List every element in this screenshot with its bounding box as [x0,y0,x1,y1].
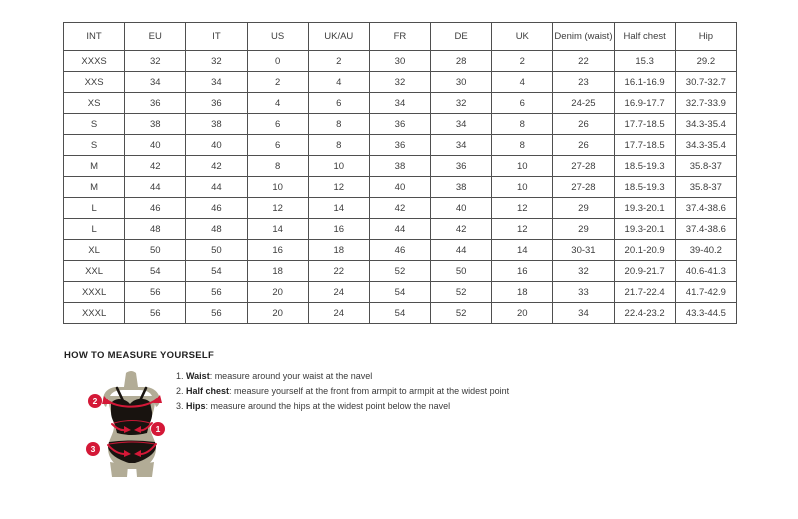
table-row [64,135,737,156]
table-cell: 30-31 [553,240,614,261]
table-cell: 38 [186,114,247,135]
table-cell: 34 [125,72,186,93]
table-cell: 4 [308,72,369,93]
table-row [64,72,737,93]
table-cell: 6 [308,93,369,114]
table-cell: 14 [247,219,308,240]
table-cell: 26 [553,114,614,135]
table-cell: 12 [492,219,553,240]
table-cell: 8 [492,114,553,135]
table-header-cell: UK [492,23,553,51]
table-cell: 44 [125,177,186,198]
table-cell: 6 [247,114,308,135]
table-row [64,219,737,240]
table-header-row [64,23,737,51]
table-header-cell: US [247,23,308,51]
table-cell: 34 [431,135,492,156]
table-cell: 22 [308,261,369,282]
table-cell: XS [64,93,125,114]
table-cell: 8 [308,135,369,156]
step-label: Waist [186,371,210,381]
table-cell: 24 [308,282,369,303]
table-cell: 33 [553,282,614,303]
table-cell: 16.1-16.9 [614,72,675,93]
table-cell: 15.3 [614,51,675,72]
step-number: 3. [176,401,187,411]
table-cell: 50 [186,240,247,261]
table-cell: 12 [308,177,369,198]
table-cell: 54 [369,303,430,324]
table-row [64,303,737,324]
table-cell: 52 [431,282,492,303]
table-cell: 28 [431,51,492,72]
table-header-cell: Half chest [614,23,675,51]
table-cell: 56 [125,282,186,303]
table-cell: XL [64,240,125,261]
table-row [64,177,737,198]
table-cell: 54 [125,261,186,282]
table-cell: 30 [369,51,430,72]
table-cell: 10 [492,156,553,177]
step-text: : measure around the hips at the widest point below the navel [205,401,451,411]
table-cell: 18.5-19.3 [614,177,675,198]
table-cell: 10 [247,177,308,198]
table-cell: 40 [186,135,247,156]
table-cell: 44 [186,177,247,198]
mannequin-neck [124,371,138,387]
table-cell: 36 [186,93,247,114]
half-chest-marker-number: 2 [92,396,98,406]
measure-step [176,384,509,399]
table-cell: XXL [64,261,125,282]
table-cell: 42 [125,156,186,177]
table-cell: 40 [431,198,492,219]
table-cell: 32 [431,93,492,114]
table-cell: 20.9-21.7 [614,261,675,282]
table-cell: 19.3-20.1 [614,219,675,240]
table-cell: 4 [492,72,553,93]
table-cell: M [64,177,125,198]
table-cell: 36 [369,135,430,156]
table-cell: 36 [431,156,492,177]
step-text: : measure yourself at the front from armpit to armpit at the widest point [229,386,510,396]
table-cell: 16 [492,261,553,282]
table-header-cell: Hip [675,23,736,51]
table-cell: L [64,219,125,240]
table-row [64,240,737,261]
table-cell: 22.4-23.2 [614,303,675,324]
table-header-cell: IT [186,23,247,51]
table-cell: 37.4-38.6 [675,198,736,219]
table-cell: 21.7-22.4 [614,282,675,303]
table-cell: 52 [369,261,430,282]
table-cell: 8 [492,135,553,156]
table-cell: 40.6-41.3 [675,261,736,282]
table-cell: 14 [492,240,553,261]
table-cell: 8 [247,156,308,177]
table-cell: 30.7-32.7 [675,72,736,93]
table-row [64,114,737,135]
table-cell: 46 [186,198,247,219]
table-cell: 12 [492,198,553,219]
table-cell: 14 [308,198,369,219]
table-cell: XXXL [64,282,125,303]
table-header-cell: Denim (waist) [553,23,614,51]
table-header-cell: UK/AU [308,23,369,51]
table-cell: 46 [125,198,186,219]
table-cell: S [64,135,125,156]
table-cell: 24-25 [553,93,614,114]
table-cell: 44 [431,240,492,261]
table-cell: 20 [492,303,553,324]
table-cell: 38 [369,156,430,177]
table-cell: 4 [247,93,308,114]
step-label: Hips [186,401,206,411]
measure-steps [176,369,509,414]
table-cell: 18 [247,261,308,282]
table-cell: 10 [492,177,553,198]
table-body [64,51,737,324]
table-cell: 20 [247,282,308,303]
table-header-cell: DE [431,23,492,51]
table-cell: 50 [125,240,186,261]
table-cell: 24 [308,303,369,324]
table-cell: 29 [553,198,614,219]
table-cell: 29 [553,219,614,240]
table-cell: L [64,198,125,219]
table-cell: 34 [553,303,614,324]
size-chart-table [63,22,737,324]
table-cell: 39-40.2 [675,240,736,261]
table-cell: 37.4-38.6 [675,219,736,240]
measure-step [176,369,509,384]
table-cell: 22 [553,51,614,72]
measure-step [176,399,509,414]
table-cell: 32.7-33.9 [675,93,736,114]
table-cell: 34 [431,114,492,135]
table-cell: 54 [369,282,430,303]
table-cell: 32 [369,72,430,93]
table-cell: 54 [186,261,247,282]
table-header-cell: EU [125,23,186,51]
table-cell: 23 [553,72,614,93]
table-row [64,198,737,219]
table-cell: 43.3-44.5 [675,303,736,324]
table-cell: 30 [431,72,492,93]
table-cell: 27-28 [553,177,614,198]
table-cell: 34 [369,93,430,114]
table-cell: 42 [186,156,247,177]
table-cell: 42 [431,219,492,240]
table-cell: 20.1-20.9 [614,240,675,261]
table-cell: 34.3-35.4 [675,135,736,156]
table-row [64,93,737,114]
table-cell: 44 [369,219,430,240]
table-cell: 29.2 [675,51,736,72]
table-header-cell: FR [369,23,430,51]
table-cell: 16 [308,219,369,240]
waist-marker-number: 1 [155,424,161,434]
table-cell: 50 [431,261,492,282]
table-cell: 42 [369,198,430,219]
table-cell: 32 [553,261,614,282]
step-text: : measure around your waist at the navel [209,371,373,381]
table-cell: 48 [125,219,186,240]
table-cell: 36 [369,114,430,135]
table-cell: 48 [186,219,247,240]
table-cell: 20 [247,303,308,324]
table-cell: 56 [186,282,247,303]
hips-marker-number: 3 [90,444,96,454]
table-cell: 2 [492,51,553,72]
table-cell: 32 [125,51,186,72]
table-cell: 19.3-20.1 [614,198,675,219]
table-cell: 56 [186,303,247,324]
table-cell: 16 [247,240,308,261]
table-cell: 18 [308,240,369,261]
table-cell: 8 [308,114,369,135]
table-row [64,51,737,72]
table-cell: 38 [125,114,186,135]
table-cell: S [64,114,125,135]
table-cell: 40 [125,135,186,156]
table-row [64,282,737,303]
table-cell: 18.5-19.3 [614,156,675,177]
table-cell: 2 [247,72,308,93]
table-cell: XXXL [64,303,125,324]
step-label: Half chest [186,386,230,396]
step-number: 1. [176,371,187,381]
table-cell: 17.7-18.5 [614,114,675,135]
table-cell: XXS [64,72,125,93]
table-cell: 34.3-35.4 [675,114,736,135]
section-heading: HOW TO MEASURE YOURSELF [64,350,215,361]
table-cell: M [64,156,125,177]
table-cell: 52 [431,303,492,324]
table-row [64,156,737,177]
table-cell: 6 [247,135,308,156]
table-cell: 0 [247,51,308,72]
table-cell: 17.7-18.5 [614,135,675,156]
table-cell: 6 [492,93,553,114]
table-cell: 56 [125,303,186,324]
step-number: 2. [176,386,187,396]
table-cell: 35.8-37 [675,156,736,177]
table-cell: 16.9-17.7 [614,93,675,114]
table-cell: 18 [492,282,553,303]
table-cell: 32 [186,51,247,72]
table-cell: 26 [553,135,614,156]
table-row [64,261,737,282]
table-header-cell: INT [64,23,125,51]
table-cell: 46 [369,240,430,261]
table-cell: 12 [247,198,308,219]
table-cell: 35.8-37 [675,177,736,198]
table-cell: 40 [369,177,430,198]
table-cell: 36 [125,93,186,114]
table-cell: 2 [308,51,369,72]
table-cell: 27-28 [553,156,614,177]
table-cell: 41.7-42.9 [675,282,736,303]
table-cell: XXXS [64,51,125,72]
table-cell: 38 [431,177,492,198]
table-cell: 34 [186,72,247,93]
table-cell: 10 [308,156,369,177]
